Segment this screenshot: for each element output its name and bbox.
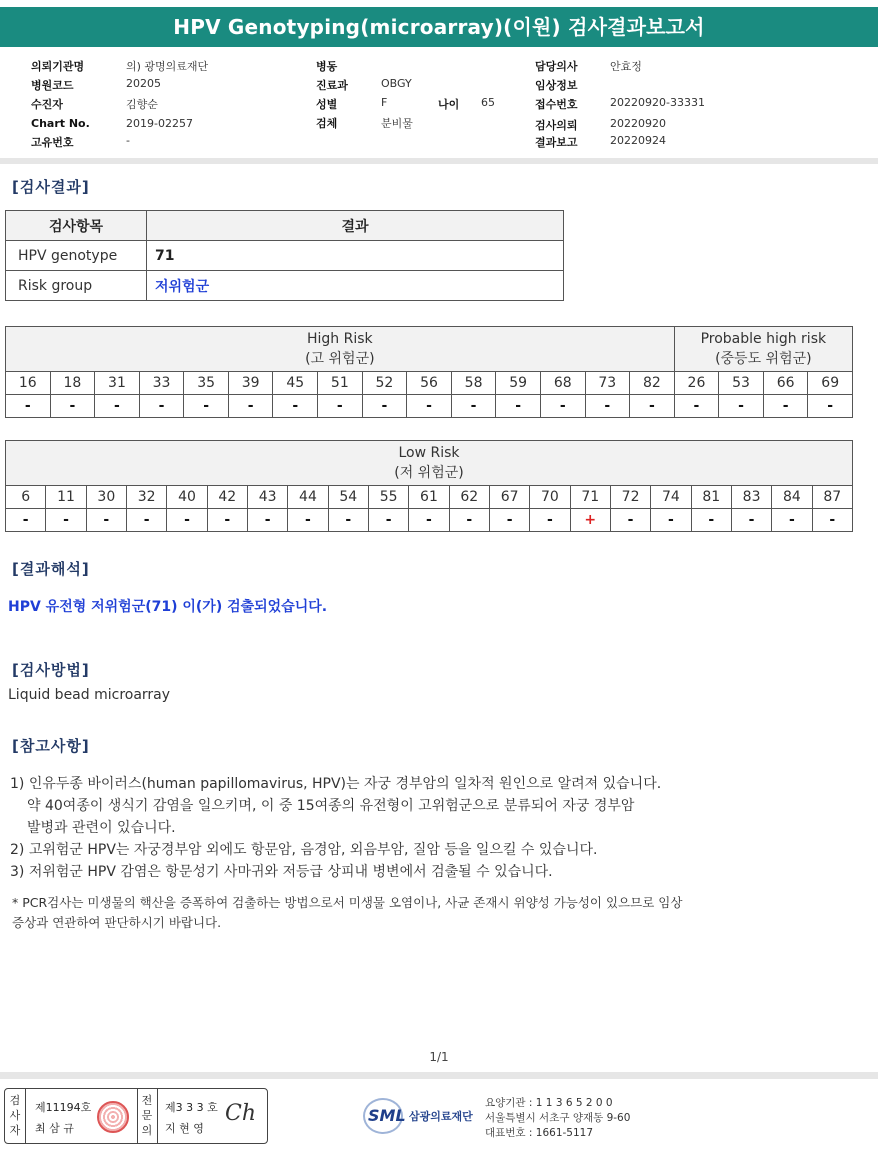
genotype-result-cell: - bbox=[273, 395, 318, 418]
report-meta bbox=[0, 55, 878, 153]
meta-value: 20220920-33331 bbox=[610, 96, 705, 109]
examiner-name: 최 삼 규 bbox=[35, 1122, 74, 1135]
genotype-result-cell: - bbox=[630, 395, 675, 418]
vertical-label-char: 전 bbox=[141, 1094, 153, 1107]
pcr-footnote bbox=[12, 893, 682, 933]
meta-label: 고유번호 bbox=[31, 136, 74, 149]
genotype-result-cell: - bbox=[530, 509, 570, 532]
genotype-result-cell: - bbox=[540, 395, 585, 418]
seal-stamp-icon bbox=[97, 1101, 129, 1133]
genotype-result-cell: - bbox=[691, 509, 731, 532]
vertical-label-char: 의 bbox=[141, 1124, 153, 1137]
institution-address: 서울특별시 서초구 양재동 9-60 bbox=[485, 1112, 631, 1124]
genotype-cell: 73 bbox=[585, 372, 630, 395]
meta-label: 성별 bbox=[316, 98, 338, 111]
table-row bbox=[6, 271, 564, 301]
genotype-cell: 55 bbox=[368, 486, 408, 509]
genotype-result-cell: - bbox=[228, 395, 273, 418]
genotype-cell: 44 bbox=[288, 486, 328, 509]
genotype-result-cell: - bbox=[496, 395, 541, 418]
genotype-result-cell: - bbox=[95, 395, 140, 418]
genotype-cell: 26 bbox=[674, 372, 719, 395]
probable-risk-header bbox=[674, 327, 852, 372]
interpretation-text: HPV 유전형 저위험군(71) 이(가) 검출되었습니다. bbox=[8, 599, 328, 615]
genotype-cell: 39 bbox=[228, 372, 273, 395]
genotype-result-cell: - bbox=[451, 395, 496, 418]
note-line: 약 40여종이 생식기 감염을 일으키며, 이 중 15여종의 유전형이 고위험군으로 분류되어 자궁 경부암 bbox=[27, 798, 635, 814]
genotype-result-cell: - bbox=[247, 509, 287, 532]
genotype-result-cell: - bbox=[651, 509, 691, 532]
genotype-result-cell: + bbox=[570, 509, 610, 532]
footnote-line: * PCR검사는 미생물의 핵산을 증폭하여 검출하는 방법으로서 미생물 오염이나, 사균 존재시 위양성 가능성이 있으므로 임상 bbox=[12, 895, 683, 910]
examiner-label bbox=[8, 1093, 22, 1138]
high-risk-title: High Risk bbox=[307, 331, 373, 347]
genotype-cell: 32 bbox=[126, 486, 166, 509]
meta-value: F bbox=[381, 96, 388, 109]
probable-risk-subtitle: (중등도 위험군) bbox=[715, 351, 812, 367]
genotype-result-cell: - bbox=[808, 395, 853, 418]
divider bbox=[0, 1072, 878, 1079]
genotype-cell: 6 bbox=[6, 486, 46, 509]
genotype-result-cell: - bbox=[362, 395, 407, 418]
table-row bbox=[6, 241, 564, 271]
genotype-cell: 40 bbox=[167, 486, 207, 509]
genotype-cell: 72 bbox=[610, 486, 650, 509]
genotype-cell: 30 bbox=[86, 486, 126, 509]
result-value: 71 bbox=[147, 241, 564, 271]
result-header-item: 검사항목 bbox=[6, 211, 147, 241]
meta-value: 20205 bbox=[126, 77, 161, 90]
genotype-cell: 54 bbox=[328, 486, 368, 509]
meta-label: Chart No. bbox=[31, 117, 90, 130]
genotype-cell: 87 bbox=[812, 486, 852, 509]
genotype-cell: 83 bbox=[731, 486, 771, 509]
result-item: Risk group bbox=[6, 271, 147, 301]
section-title-reference: [참고사항] bbox=[12, 737, 90, 755]
genotype-result-cell: - bbox=[407, 395, 452, 418]
genotype-result-cell: - bbox=[6, 509, 46, 532]
genotype-cell: 45 bbox=[273, 372, 318, 395]
genotype-cell: 53 bbox=[719, 372, 764, 395]
signature-box bbox=[4, 1088, 268, 1144]
genotype-result-cell: - bbox=[489, 509, 529, 532]
genotype-cell: 81 bbox=[691, 486, 731, 509]
genotype-cell: 71 bbox=[570, 486, 610, 509]
divider bbox=[157, 1089, 158, 1143]
vertical-label-char: 자 bbox=[9, 1124, 21, 1137]
genotype-result-cell: - bbox=[167, 509, 207, 532]
examiner-number: 제11194호 bbox=[35, 1101, 92, 1114]
genotype-result-cell: - bbox=[585, 395, 630, 418]
genotype-result-cell: - bbox=[719, 395, 764, 418]
specialist-label bbox=[140, 1093, 154, 1138]
divider bbox=[25, 1089, 26, 1143]
note-line: 발병과 관련이 있습니다. bbox=[27, 820, 176, 836]
meta-label: 결과보고 bbox=[535, 136, 578, 149]
genotype-cell: 70 bbox=[530, 486, 570, 509]
meta-label: 담당의사 bbox=[535, 60, 578, 73]
specialist-number: 제3 3 3 호 bbox=[165, 1101, 218, 1114]
genotype-cell: 56 bbox=[407, 372, 452, 395]
method-text: Liquid bead microarray bbox=[8, 687, 171, 703]
low-risk-subtitle: (저 위험군) bbox=[394, 465, 464, 481]
meta-value: 안효정 bbox=[610, 60, 642, 73]
genotype-result-cell: - bbox=[86, 509, 126, 532]
genotype-result-cell: - bbox=[763, 395, 808, 418]
genotype-result-cell: - bbox=[184, 395, 229, 418]
low-risk-table bbox=[5, 440, 853, 532]
genotype-cell: 52 bbox=[362, 372, 407, 395]
genotype-cell: 11 bbox=[46, 486, 86, 509]
high-risk-type-row bbox=[6, 372, 853, 395]
logo-name: 삼광의료재단 bbox=[409, 1110, 473, 1123]
specialist-name: 지 현 영 bbox=[165, 1122, 204, 1135]
low-risk-header bbox=[6, 441, 853, 486]
genotype-result-cell: - bbox=[812, 509, 852, 532]
meta-label: 수진자 bbox=[31, 98, 63, 111]
high-risk-subtitle: (고 위험군) bbox=[305, 351, 375, 367]
genotype-cell: 66 bbox=[763, 372, 808, 395]
genotype-result-cell: - bbox=[610, 509, 650, 532]
genotype-cell: 16 bbox=[6, 372, 51, 395]
genotype-result-cell: - bbox=[6, 395, 51, 418]
note-line: 2) 고위험군 HPV는 자궁경부암 외에도 항문암, 음경암, 외음부암, 질암 등을 일으킬 수 있습니다. bbox=[10, 842, 598, 858]
high-risk-table bbox=[5, 326, 853, 418]
genotype-cell: 58 bbox=[451, 372, 496, 395]
vertical-label-char: 검 bbox=[9, 1094, 21, 1107]
result-header-result: 결과 bbox=[147, 211, 564, 241]
section-title-interpretation: [결과해석] bbox=[12, 560, 90, 578]
meta-label: 병원코드 bbox=[31, 79, 74, 92]
genotype-cell: 82 bbox=[630, 372, 675, 395]
institution-phone: 대표번호 : 1661-5117 bbox=[485, 1127, 594, 1139]
vertical-label-char: 문 bbox=[141, 1109, 153, 1122]
low-risk-result-row bbox=[6, 509, 853, 532]
meta-value: 2019-02257 bbox=[126, 117, 193, 130]
genotype-cell: 51 bbox=[318, 372, 363, 395]
meta-label: 임상정보 bbox=[535, 79, 578, 92]
genotype-cell: 31 bbox=[95, 372, 140, 395]
genotype-result-cell: - bbox=[772, 509, 812, 532]
genotype-result-cell: - bbox=[126, 509, 166, 532]
note-line: 3) 저위험군 HPV 감염은 항문성기 사마귀와 저등급 상피내 병변에서 검출될 수 있습니다. bbox=[10, 864, 553, 880]
genotype-cell: 62 bbox=[449, 486, 489, 509]
meta-label: 병동 bbox=[316, 60, 338, 73]
meta-value: 분비물 bbox=[381, 117, 413, 130]
page-number: 1/1 bbox=[429, 1050, 449, 1064]
meta-value: 김향순 bbox=[126, 98, 158, 111]
meta-value: 65 bbox=[481, 96, 495, 109]
meta-label: 의뢰기관명 bbox=[31, 60, 85, 73]
institution-code: 요양기관 : 1 1 3 6 5 2 0 0 bbox=[485, 1097, 613, 1109]
meta-value: 의) 광명의료재단 bbox=[126, 60, 209, 73]
genotype-cell: 18 bbox=[50, 372, 95, 395]
genotype-result-cell: - bbox=[50, 395, 95, 418]
genotype-result-cell: - bbox=[674, 395, 719, 418]
probable-risk-title: Probable high risk bbox=[700, 331, 827, 347]
report-title: HPV Genotyping(microarray)(이원) 검사결과보고서 bbox=[0, 7, 878, 47]
result-item: HPV genotype bbox=[6, 241, 147, 271]
genotype-result-cell: - bbox=[731, 509, 771, 532]
signature-mark: Ch bbox=[225, 1101, 257, 1126]
genotype-result-cell: - bbox=[46, 509, 86, 532]
genotype-result-cell: - bbox=[368, 509, 408, 532]
genotype-result-cell: - bbox=[288, 509, 328, 532]
result-value-risk-group: 저위험군 bbox=[147, 271, 564, 301]
logo-mark: SML bbox=[368, 1106, 406, 1125]
meta-value: 20220920 bbox=[610, 117, 666, 130]
genotype-result-cell: - bbox=[328, 509, 368, 532]
genotype-cell: 43 bbox=[247, 486, 287, 509]
meta-value: - bbox=[126, 134, 130, 147]
meta-label: 검체 bbox=[316, 117, 338, 130]
meta-label: 검사의뢰 bbox=[535, 119, 578, 132]
high-risk-result-row bbox=[6, 395, 853, 418]
genotype-result-cell: - bbox=[207, 509, 247, 532]
high-risk-header bbox=[6, 327, 675, 372]
genotype-result-cell: - bbox=[318, 395, 363, 418]
vertical-label-char: 사 bbox=[9, 1109, 21, 1122]
reference-notes bbox=[10, 773, 661, 883]
low-risk-type-row bbox=[6, 486, 853, 509]
meta-label: 나이 bbox=[438, 98, 460, 111]
result-table bbox=[5, 210, 564, 301]
meta-label: 접수번호 bbox=[535, 98, 578, 111]
genotype-result-cell: - bbox=[139, 395, 184, 418]
footnote-line: 증상과 연관하여 판단하시기 바랍니다. bbox=[12, 915, 222, 930]
divider bbox=[0, 158, 878, 164]
divider bbox=[137, 1089, 138, 1143]
genotype-cell: 74 bbox=[651, 486, 691, 509]
genotype-result-cell: - bbox=[449, 509, 489, 532]
genotype-result-cell: - bbox=[409, 509, 449, 532]
section-title-method: [검사방법] bbox=[12, 661, 90, 679]
meta-value: 20220924 bbox=[610, 134, 666, 147]
meta-label: 진료과 bbox=[316, 79, 348, 92]
institution-info bbox=[485, 1096, 630, 1141]
genotype-cell: 84 bbox=[772, 486, 812, 509]
low-risk-title: Low Risk bbox=[398, 445, 460, 461]
note-line: 1) 인유두종 바이러스(human papillomavirus, HPV)는 자궁 경부암의 일차적 원인으로 알려져 있습니다. bbox=[10, 776, 662, 792]
genotype-cell: 61 bbox=[409, 486, 449, 509]
genotype-cell: 59 bbox=[496, 372, 541, 395]
genotype-cell: 69 bbox=[808, 372, 853, 395]
genotype-cell: 35 bbox=[184, 372, 229, 395]
meta-value: OBGY bbox=[381, 77, 412, 90]
genotype-cell: 33 bbox=[139, 372, 184, 395]
genotype-cell: 67 bbox=[489, 486, 529, 509]
genotype-cell: 42 bbox=[207, 486, 247, 509]
section-title-result: [검사결과] bbox=[12, 178, 90, 196]
genotype-cell: 68 bbox=[540, 372, 585, 395]
